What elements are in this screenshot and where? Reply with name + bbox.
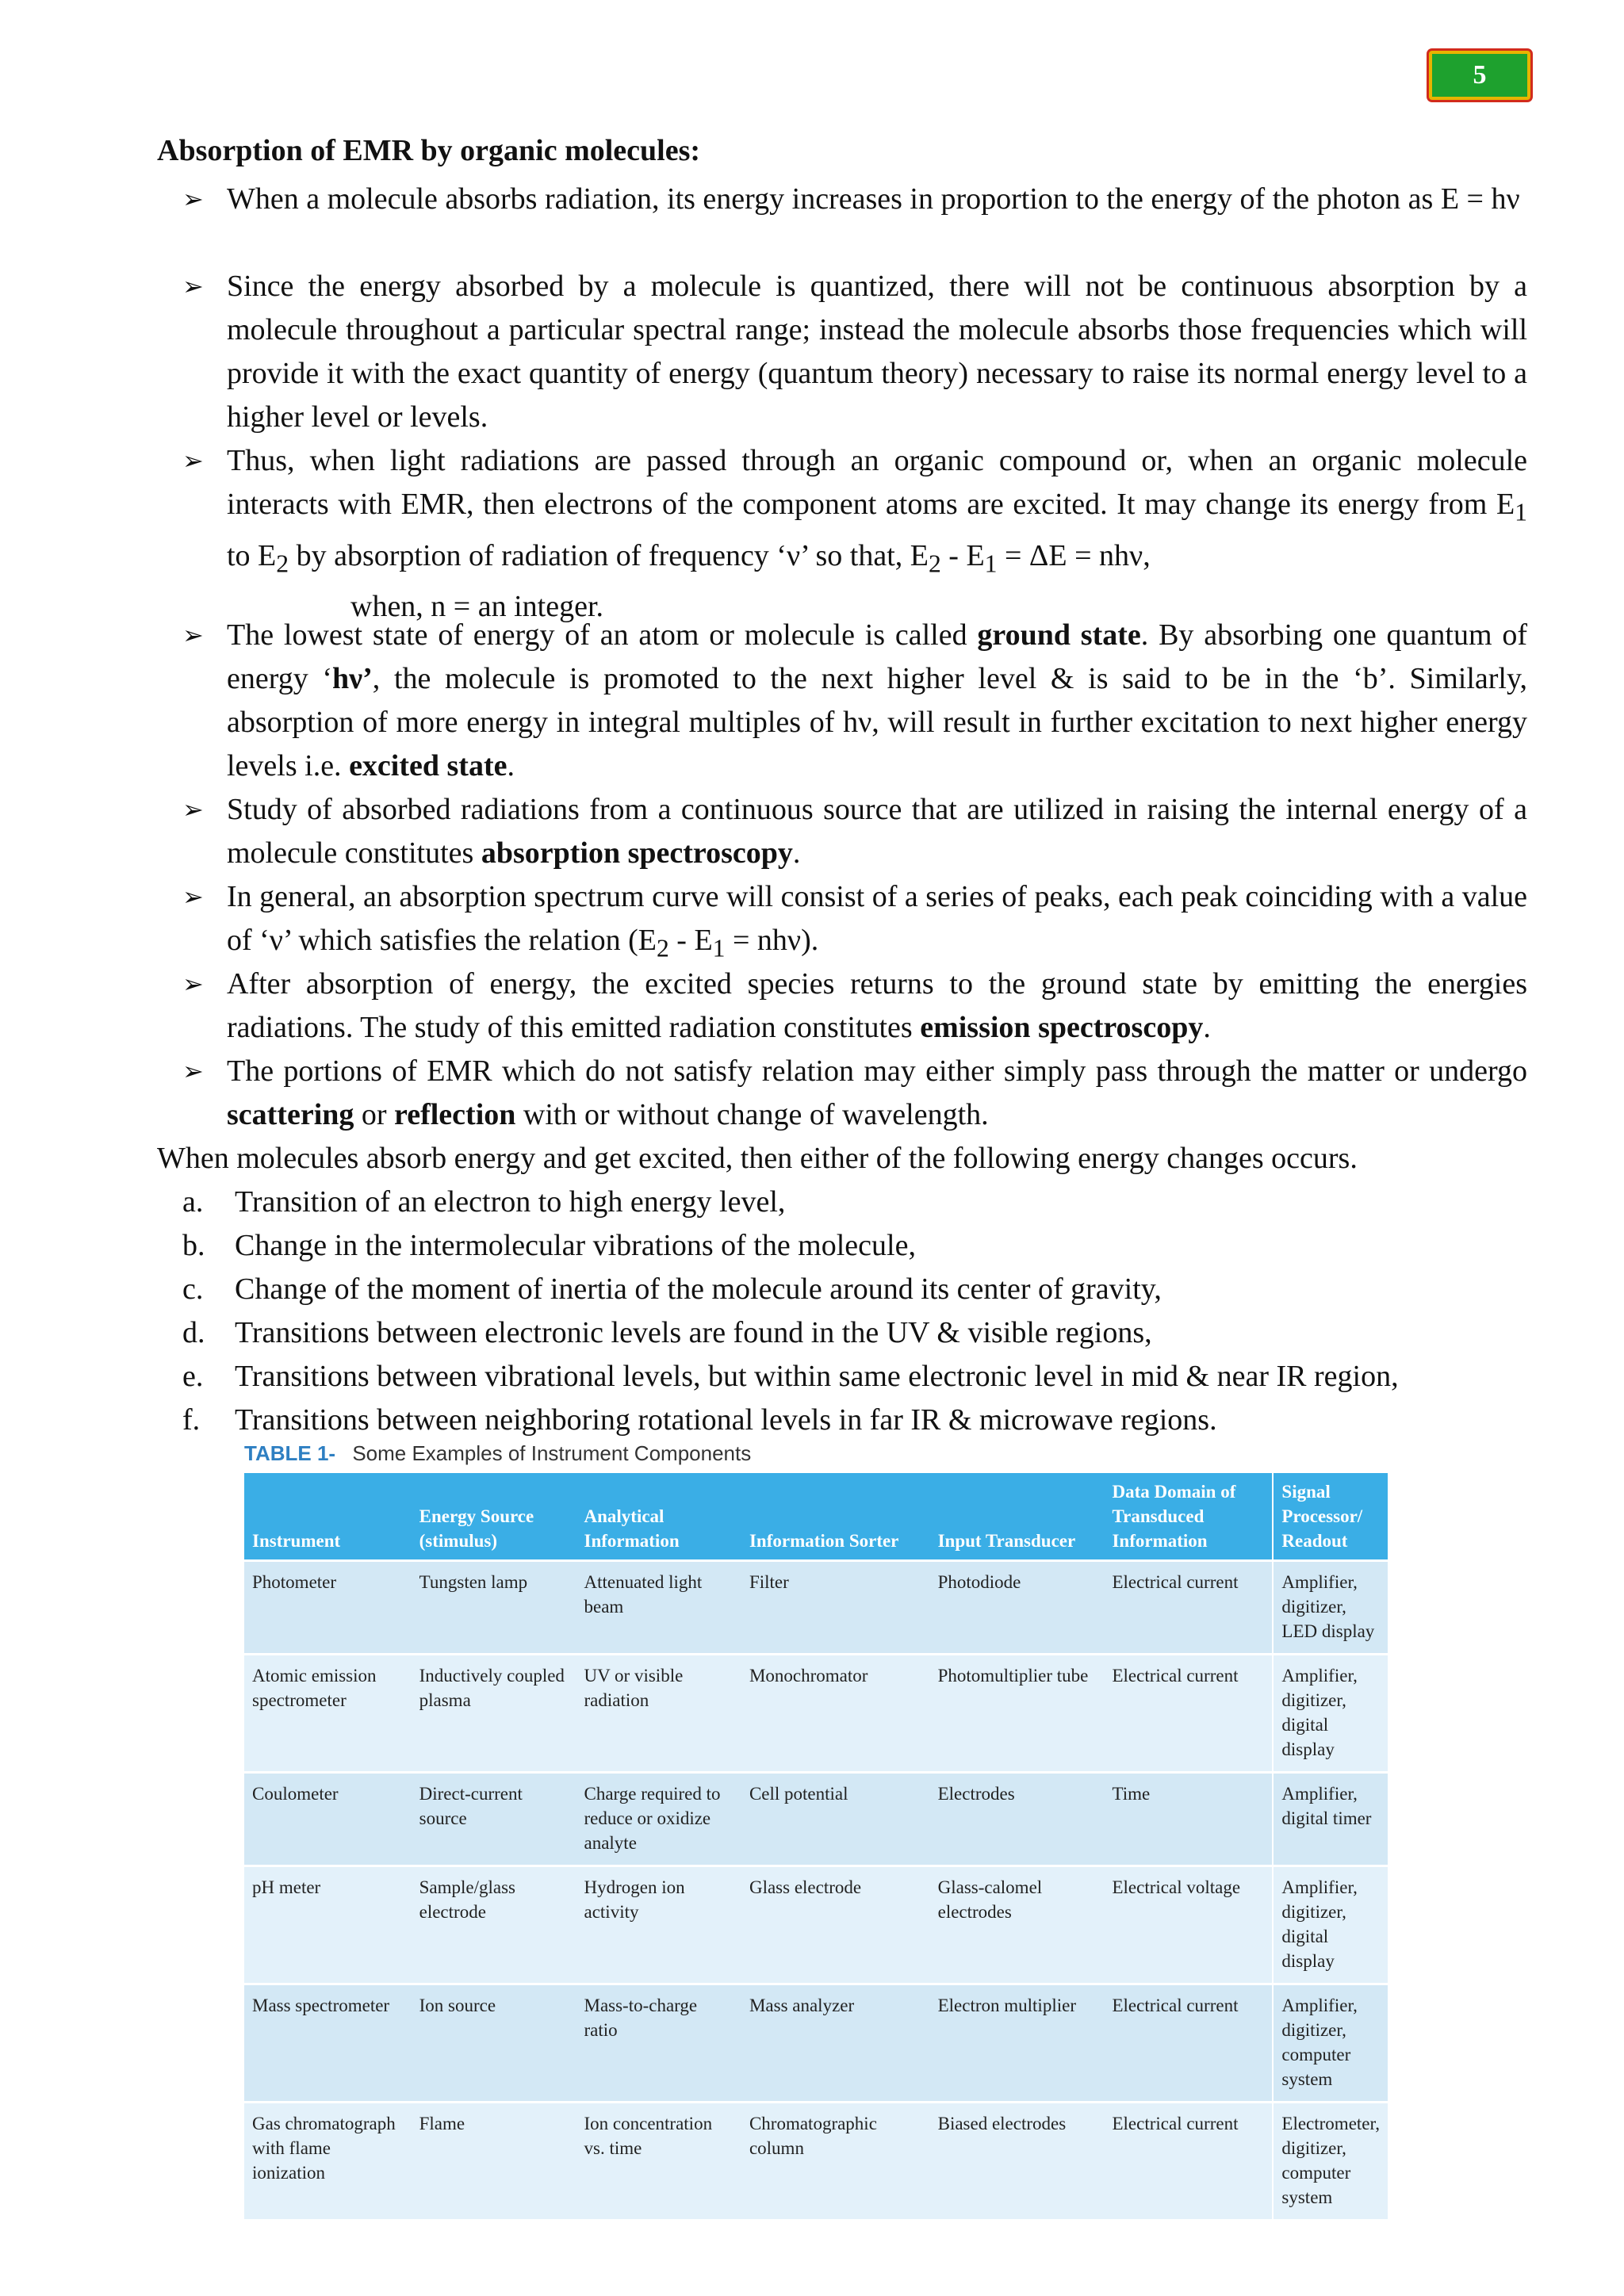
column-header: Energy Source (stimulus)	[412, 1473, 576, 1561]
table-cell: Charge required to reduce or oxidize analyte	[576, 1773, 741, 1866]
page-number-badge	[1429, 51, 1530, 100]
table-cell: Amplifier, digitizer, computer system	[1273, 1984, 1388, 2103]
table-cell: Electron multiplier	[930, 1984, 1105, 2103]
arrow-bullet-icon: ➢	[182, 1056, 204, 1086]
bullet-item	[182, 962, 1527, 1050]
table-cell: Amplifier, digitizer, digital display	[1273, 1655, 1388, 1773]
table-cell: Ion source	[412, 1984, 576, 2103]
bullet-text: In general, an absorption spectrum curve will consist of a series of peaks, each peak coinciding with a value of ‘ν’ which satisfies the relation $(E_2 - E_1 = nh\nu)$.	[227, 880, 1527, 962]
table-cell: Coulometer	[244, 1773, 412, 1866]
table-row	[244, 1984, 1388, 2103]
column-header: Information Sorter	[741, 1473, 930, 1561]
table-cell: Electrodes	[930, 1773, 1105, 1866]
bullet-text: The lowest state of energy of an atom or molecule is called ground state. By absorbing one quantum of energy ‘hν’, the molecule is promoted to the next higher level & is said to be in the ‘b’. Similarly, absorption of more energy in integral multiples of hν, will result in further excitation to next higher energy levels i.e. excited state.	[227, 618, 1528, 783]
list-item: f. Transitions between neighboring rotational levels in far IR & microwave regions.	[182, 1403, 1217, 1437]
bullet-text: When a molecule absorbs radiation, its energy increases in proportion to the energy of the photon as E = hν	[227, 182, 1520, 216]
column-header: Instrument	[244, 1473, 412, 1561]
arrow-bullet-icon: ➢	[182, 620, 204, 650]
table-label: TABLE 1-	[244, 1441, 336, 1465]
arrow-bullet-icon: ➢	[182, 446, 204, 476]
list-item: a. Transition of an electron to high energy level,	[182, 1185, 786, 1219]
table-cell: Flame	[412, 2103, 576, 2220]
list-item: e. Transitions between vibrational levels, but within same electronic level in mid & near IR region,	[182, 1360, 1399, 1393]
column-header: Signal Processor/ Readout	[1273, 1473, 1388, 1561]
bullet-item	[182, 265, 1527, 439]
table-cell: Mass analyzer	[741, 1984, 930, 2103]
column-header: Input Transducer	[930, 1473, 1105, 1561]
table-cell: Glass-calomel electrodes	[930, 1866, 1105, 1984]
table-cell: Amplifier, digitizer, digital display	[1273, 1866, 1388, 1984]
section-heading: Absorption of EMR by organic molecules:	[157, 134, 701, 167]
table-row	[244, 1655, 1388, 1773]
table-title: Some Examples of Instrument Components	[352, 1441, 752, 1465]
bullet-item	[182, 1050, 1527, 1137]
table-cell: Sample/glass electrode	[412, 1866, 576, 1984]
table-cell: pH meter	[244, 1866, 412, 1984]
table-cell: Gas chromatograph with flame ionization	[244, 2103, 412, 2220]
bullet-text: Thus, when light radiations are passed through an organic compound or, when an organic molecule interacts with EMR, then electrons of the component atoms are excited. It may change its energy from $E_1$ to $E_2$ by absorption of radiation of frequency ‘ν’ so that, $E_2 - E_1 = \Delta E = nh\nu$,	[227, 444, 1527, 578]
table-cell: Photodiode	[930, 1561, 1105, 1655]
table-cell: Mass-to-charge ratio	[576, 1984, 741, 2103]
arrow-bullet-icon: ➢	[182, 184, 204, 214]
list-item: b. Change in the intermolecular vibrations of the molecule,	[182, 1229, 916, 1262]
intro-paragraph: When molecules absorb energy and get excited, then either of the following energy changes occurs.	[157, 1142, 1358, 1175]
list-item: d. Transitions between electronic levels are found in the UV & visible regions,	[182, 1316, 1152, 1349]
bullet-text: The portions of EMR which do not satisfy relation may either simply pass through the matter or undergo scattering or reflection with or without change of wavelength.	[227, 1054, 1527, 1131]
table-row	[244, 1773, 1388, 1866]
column-header: Analytical Information	[576, 1473, 741, 1561]
table-cell: Photomultiplier tube	[930, 1655, 1105, 1773]
table-cell: Electrical current	[1104, 2103, 1273, 2220]
table-cell: Monochromator	[741, 1655, 930, 1773]
table-cell: Direct-current source	[412, 1773, 576, 1866]
table-header-row	[244, 1473, 1388, 1561]
table-cell: Electrical current	[1104, 1655, 1273, 1773]
table-cell: Mass spectrometer	[244, 1984, 412, 2103]
table-cell: Biased electrodes	[930, 2103, 1105, 2220]
table-cell: Electrical current	[1104, 1984, 1273, 2103]
table-row	[244, 1561, 1388, 1655]
table-cell: UV or visible radiation	[576, 1655, 741, 1773]
bullet-item	[182, 178, 1527, 221]
table-cell: Hydrogen ion activity	[576, 1866, 741, 1984]
bullet-text: After absorption of energy, the excited species returns to the ground state by emitting the energies radiations. The study of this emitted radiation constitutes emission spectroscopy.	[227, 967, 1527, 1044]
table-cell: Cell potential	[741, 1773, 930, 1866]
arrow-bullet-icon: ➢	[182, 271, 204, 301]
column-header: Data Domain of Transduced Information	[1104, 1473, 1273, 1561]
bullet-text: Study of absorbed radiations from a continuous source that are utilized in raising the internal energy of a molecule constitutes absorption spectroscopy.	[227, 793, 1527, 870]
arrow-bullet-icon: ➢	[182, 969, 204, 999]
table-cell: Atomic emission spectrometer	[244, 1655, 412, 1773]
table-cell: Electrical voltage	[1104, 1866, 1273, 1984]
table-caption	[244, 1441, 751, 1466]
list-item: c. Change of the moment of inertia of the molecule around its center of gravity,	[182, 1272, 1162, 1306]
table-cell: Glass electrode	[741, 1866, 930, 1984]
bullet-item	[182, 788, 1527, 875]
table-cell: Filter	[741, 1561, 930, 1655]
table-row	[244, 2103, 1388, 2220]
table-cell: Ion concentration vs. time	[576, 2103, 741, 2220]
table-cell: Amplifier, digitizer, LED display	[1273, 1561, 1388, 1655]
table-cell: Electrometer, digitizer, computer system	[1273, 2103, 1388, 2220]
page-number: 5	[1473, 60, 1487, 90]
arrow-bullet-icon: ➢	[182, 882, 204, 912]
table-cell: Chromatographic column	[741, 2103, 930, 2220]
bullet-item	[182, 875, 1527, 970]
table-cell: Amplifier, digital timer	[1273, 1773, 1388, 1866]
instrument-components-table	[244, 1473, 1388, 2219]
table-cell: Time	[1104, 1773, 1273, 1866]
bullet-subline: when, n = an integer.	[350, 590, 604, 624]
energy-changes-list	[182, 1181, 1399, 1442]
bullet-text: Since the energy absorbed by a molecule is quantized, there will not be continuous absorption by a molecule throughout a particular spectral range; instead the molecule absorbs those frequencies which will provide it with the exact quantity of energy (quantum theory) necessary to raise its normal energy level to a higher level or levels.	[227, 270, 1527, 434]
table-cell: Attenuated light beam	[576, 1561, 741, 1655]
table-cell: Electrical current	[1104, 1561, 1273, 1655]
table-cell: Photometer	[244, 1561, 412, 1655]
arrow-bullet-icon: ➢	[182, 794, 204, 825]
table-cell: Inductively coupled plasma	[412, 1655, 576, 1773]
table-cell: Tungsten lamp	[412, 1561, 576, 1655]
bullet-item	[182, 439, 1527, 629]
bullet-item	[182, 614, 1527, 788]
table-row	[244, 1866, 1388, 1984]
